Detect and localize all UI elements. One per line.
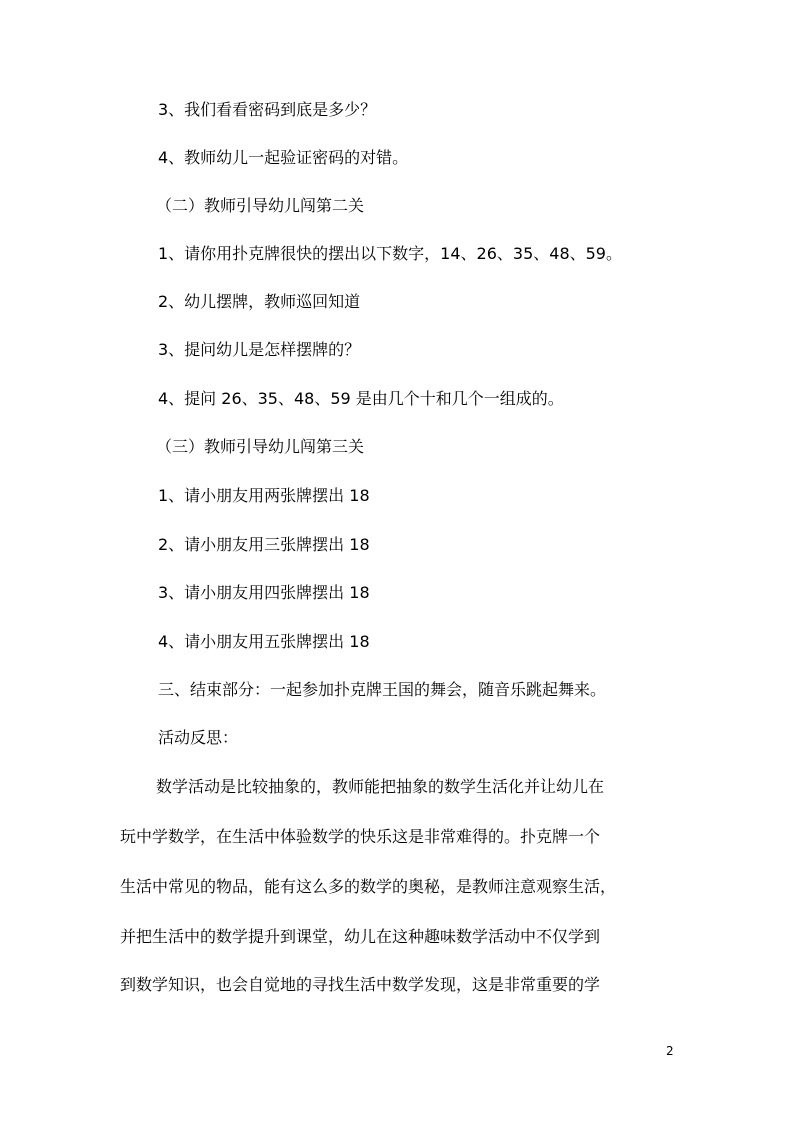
step-line: 4、教师幼儿一起验证密码的对错。 xyxy=(158,148,409,167)
section-heading: （二）教师引导幼儿闯第二关 xyxy=(156,196,365,215)
step-line: 4、请小朋友用五张牌摆出 18 xyxy=(158,632,370,651)
step-line: 3、请小朋友用四张牌摆出 18 xyxy=(158,583,370,602)
paragraph-line: 数学活动是比较抽象的，教师能把抽象的数学生活化并让幼儿在 xyxy=(156,777,605,796)
paragraph-line: 并把生活中的数学提升到课堂，幼儿在这种趣味数学活动中不仅学到 xyxy=(120,927,601,946)
step-line: 1、请你用扑克牌很快的摆出以下数字，14、26、35、48、59。 xyxy=(158,244,622,263)
section-heading: （三）教师引导幼儿闯第三关 xyxy=(156,437,365,456)
step-line: 2、幼儿摆牌，教师巡回知道 xyxy=(158,292,361,311)
step-line: 3、提问幼儿是怎样摆牌的？ xyxy=(158,340,361,359)
paragraph-line: 到数学知识，也会自觉地的寻找生活中数学发现，这是非常重要的学 xyxy=(120,975,601,994)
step-line: 3、我们看看密码到底是多少？ xyxy=(158,100,377,119)
page-number: 2 xyxy=(666,1044,674,1058)
step-line: 1、请小朋友用两张牌摆出 18 xyxy=(158,486,370,505)
paragraph-line: 生活中常见的物品，能有这么多的数学的奥秘，是教师注意观察生活， xyxy=(120,877,617,896)
section-heading: 活动反思： xyxy=(158,728,239,747)
section-heading: 三、结束部分：一起参加扑克牌王国的舞会，随音乐跳起舞来。 xyxy=(158,680,607,699)
step-line: 4、提问 26、35、48、59 是由几个十和几个一组成的。 xyxy=(158,389,564,408)
paragraph-line: 玩中学数学，在生活中体验数学的快乐这是非常难得的。扑克牌一个 xyxy=(120,827,601,846)
step-line: 2、请小朋友用三张牌摆出 18 xyxy=(158,535,370,554)
